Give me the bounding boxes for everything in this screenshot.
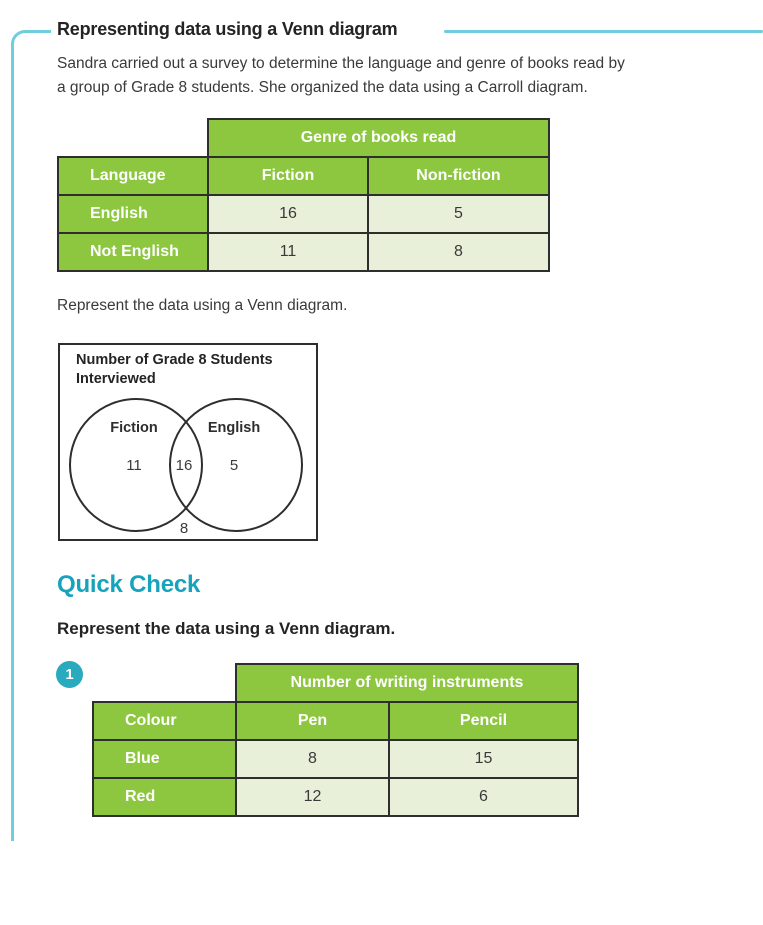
intro-line-1: Sandra carried out a survey to determine the language and genre of books read by	[57, 55, 625, 72]
quick-check-instruction: Represent the data using a Venn diagram.	[57, 619, 396, 638]
venn-right-only-value: 5	[229, 457, 239, 474]
question-number-badge: 1	[56, 661, 83, 688]
table-row	[58, 233, 549, 271]
table-row	[58, 157, 549, 195]
data-cell: 11	[208, 233, 368, 271]
table-row	[93, 740, 578, 778]
table-corner-blank	[58, 119, 208, 157]
venn-intersection-value: 16	[175, 457, 193, 474]
row-header-blue: Blue	[93, 740, 236, 778]
data-cell: 8	[236, 740, 389, 778]
column-header-language: Language	[58, 157, 208, 195]
venn-left-only-value: 11	[126, 457, 142, 474]
table-row	[58, 195, 549, 233]
venn-outside-value: 8	[179, 520, 189, 537]
data-cell: 12	[236, 778, 389, 816]
intro-line-2: a group of Grade 8 students. She organized the data using a Carroll diagram.	[57, 79, 588, 96]
venn-diagram	[58, 343, 318, 541]
data-cell: 5	[368, 195, 549, 233]
row-header-english: English	[58, 195, 208, 233]
lesson-title-rule	[444, 30, 763, 33]
data-cell: 16	[208, 195, 368, 233]
table-corner-blank	[93, 664, 236, 702]
venn-instruction: Represent the data using a Venn diagram.	[57, 297, 348, 314]
column-header-fiction: Fiction	[208, 157, 368, 195]
venn-left-label: Fiction	[110, 420, 158, 436]
data-cell: 8	[368, 233, 549, 271]
lesson-intro	[57, 52, 625, 100]
column-header-pencil: Pencil	[389, 702, 578, 740]
data-cell: 6	[389, 778, 578, 816]
table-row	[58, 119, 549, 157]
carroll-diagram-table	[57, 118, 550, 272]
column-header-pen: Pen	[236, 702, 389, 740]
table-row	[93, 702, 578, 740]
column-header-nonfiction: Non-fiction	[368, 157, 549, 195]
table-span-header: Genre of books read	[208, 119, 549, 157]
quick-check-heading: Quick Check	[57, 571, 201, 598]
table-row	[93, 664, 578, 702]
column-header-colour: Colour	[93, 702, 236, 740]
writing-instruments-table	[92, 663, 579, 817]
table-row	[93, 778, 578, 816]
venn-title	[76, 351, 273, 389]
lesson-frame-border	[11, 30, 51, 841]
table-span-header: Number of writing instruments	[236, 664, 578, 702]
venn-title-line-2: Interviewed	[76, 371, 156, 387]
lesson-title: Representing data using a Venn diagram	[57, 19, 398, 39]
data-cell: 15	[389, 740, 578, 778]
row-header-red: Red	[93, 778, 236, 816]
venn-right-label: English	[207, 420, 261, 436]
row-header-not-english: Not English	[58, 233, 208, 271]
venn-title-line-1: Number of Grade 8 Students	[76, 352, 273, 368]
